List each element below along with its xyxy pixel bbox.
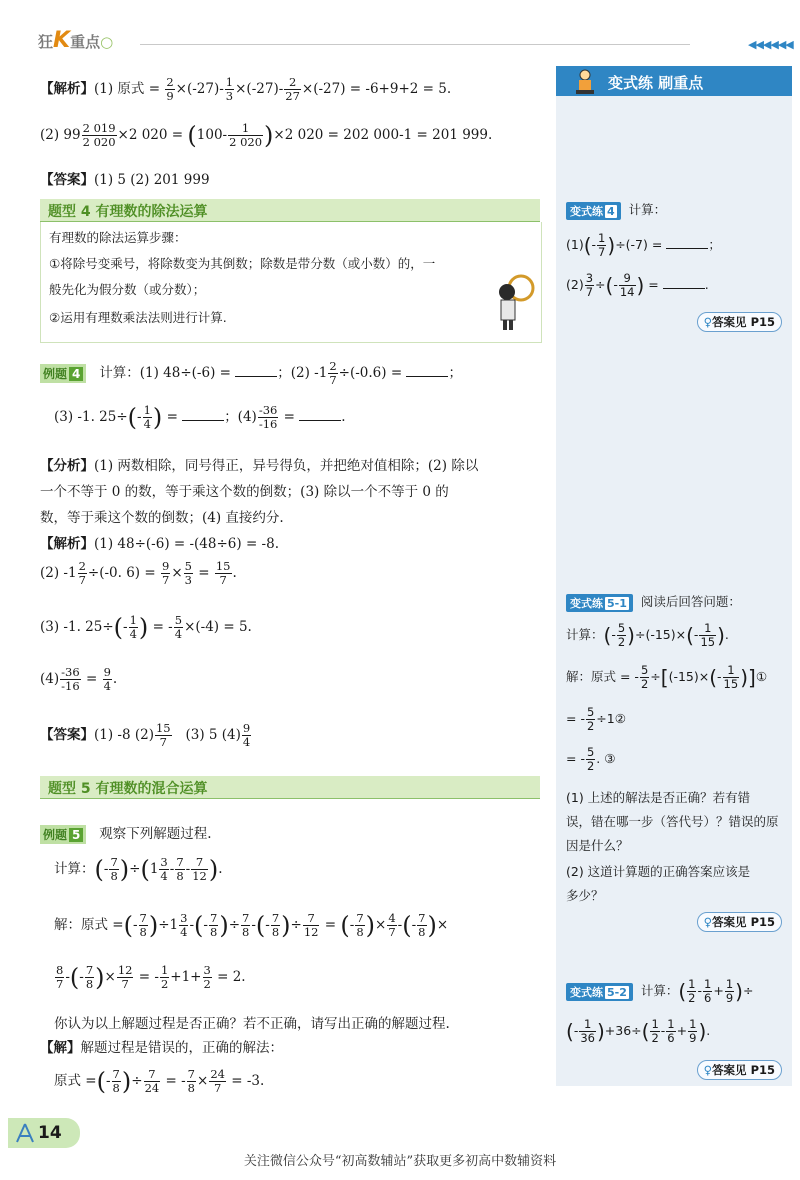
practice-5-1-part2: 多少？ [566, 888, 604, 903]
example-tag: 例题 4 [40, 364, 86, 383]
topic-4-bar: 题型 4 有理数的除法运算 [40, 199, 540, 222]
practice-5-1-part1: 因是什么？ [566, 838, 629, 853]
analysis-2-line: (2) 99 $\frac{2 019}{2 020}$ ×2 020 = (100- $\frac{1}{2 020}$ )×2 020 = 202 000-1 = 201 999. [40, 121, 493, 150]
hint-icon: ♀ [703, 1063, 713, 1077]
example-5-final: 原式 =(- $\frac{7}{8}$ )÷ $\frac{7}{24}$ = - $\frac{7}{8}$ × $\frac{24}{7}$ = -3. [54, 1067, 265, 1096]
example-4-question-1: 例题 4 计算：(1) 48÷(-6) = ；(2) -1 $\frac{2}{7}$ ÷(-0.6) = ； [40, 360, 462, 387]
answer-blank[interactable] [235, 376, 277, 377]
solution-line: 【解析】(1) 48÷(-6) = -(48÷6) = -8. [40, 536, 279, 552]
practice-5-1-part1: 误，错在哪一步（答代号）？错误的原 [566, 814, 779, 829]
analysis-line: 一个不等于 0 的数，等于乘这个数的倒数；(3) 除以一个不等于 0 的 [40, 484, 449, 500]
header-rule [140, 44, 690, 45]
page-number: 14 [8, 1118, 78, 1146]
answer-blank[interactable] [182, 420, 224, 421]
answer-reference-link[interactable]: ♀答案见 P15 [697, 1060, 782, 1080]
brand-logo: 狂K重点○ [38, 28, 114, 53]
example-4-question-2: (3) -1. 25÷(- $\frac{1}{4}$ ) = ；(4) $\frac{-36}{-16}$ = . [54, 403, 346, 432]
tip-line: ①将除号变乘号，将除数变为其倒数；除数是带分数（或小数）的，一 [49, 256, 436, 271]
footer-note: 关注微信公众号“初高数辅站”获取更多初高中数辅资料 [243, 1154, 557, 1169]
solution-line: (4) $\frac{-36}{-16}$ = $\frac{9}{4}$ . [40, 665, 118, 694]
practice-5-1-part1: (1) 上述的解法是否正确？若有错 [566, 790, 751, 805]
answer-reference-link[interactable]: ♀答案见 P15 [697, 912, 782, 932]
practice-5-2-line1: 变式练 5-2 计算：( $\frac{1}{2}$ - $\frac{1}{6}$ + $\frac{1}{9}$ )÷ [566, 978, 753, 1005]
example-5-calc: 计算：(- $\frac{7}{8}$ )÷(1 $\frac{3}{4}$ - $\frac{7}{8}$ - $\frac{7}{12}$ ). [54, 855, 223, 884]
practice-4-q2: (2) $\frac{3}{7}$ ÷(- $\frac{9}{14}$ ) = . [566, 271, 709, 300]
example-5-answer: 【解】解题过程是错误的，正确的解法： [40, 1040, 283, 1056]
practice-sidebar [556, 66, 792, 1086]
analysis-line: 【分析】(1) 两数相除，同号得正，异号得负，并把绝对值相除；(2) 除以 [40, 458, 479, 474]
practice-5-2-line2: (- $\frac{1}{36}$ )+36÷( $\frac{1}{2}$ - $\frac{1}{6}$ + $\frac{1}{9}$ ). [566, 1017, 711, 1046]
tip-line: ②运用有理数乘法法则进行计算. [49, 310, 227, 325]
practice-5-1-calc: 计算：(- $\frac{5}{2}$ )÷(-15)×(- $\frac{1}{15}$ ). [566, 621, 729, 650]
topic-5-bar: 题型 5 有理数的混合运算 [40, 776, 540, 799]
practice-5-1-title: 变式练 5-1 阅读后回答问题： [566, 592, 741, 612]
example-5-solution-line: 解：原式 =(- $\frac{7}{8}$ )÷1 $\frac{3}{4}$ -(- $\frac{7}{8}$ )÷ $\frac{7}{8}$ -(- $\frac{7}{8}$ )÷ $\frac{7}{12}$ = (- $\frac{7}{8}$ )× $\frac{4}{7}$ -(- $\frac{7}{8}$ )× [54, 911, 449, 940]
answer-blank[interactable] [666, 248, 708, 249]
compass-icon [14, 1122, 36, 1144]
practice-5-1-step2: = - $\frac{5}{2}$ ÷1② [566, 705, 626, 734]
analysis-1-line: 【解析】(1) 原式 = $\frac{2}{9}$ ×(-27)- $\frac{1}{3}$ ×(-27)- $\frac{2}{27}$ ×(-27) = -6+9+2 = 5. [40, 75, 452, 104]
detective-mascot-icon [491, 270, 539, 334]
practice-5-1-part2: (2) 这道计算题的正确答案应该是 [566, 864, 751, 879]
answer-blank[interactable] [299, 420, 341, 421]
practice-tag: 变式练 5-1 [566, 594, 633, 612]
tip-line: 有理数的除法运算步骤： [49, 230, 187, 245]
answer-reference-link[interactable]: ♀答案见 P15 [697, 312, 782, 332]
solution-line: (3) -1. 25÷(- $\frac{1}{4}$ ) = - $\frac{5}{4}$ ×(-4) = 5. [40, 613, 252, 642]
topic-4-tip-box [40, 222, 542, 343]
practice-header: 变式练 刷重点 [556, 66, 792, 96]
answer-blank[interactable] [663, 288, 705, 289]
practice-tag: 变式练 4 [566, 202, 621, 220]
example-5-intro: 例题 5 观察下列解题过程. [40, 822, 212, 844]
practice-5-1-step3: = - $\frac{5}{2}$ . ③ [566, 745, 616, 774]
analysis-line: 数，等于乘这个数的倒数；(4) 直接约分. [40, 510, 284, 526]
example-tag: 例题 5 [40, 825, 86, 844]
tip-line: 般先化为假分数（或分数）； [49, 282, 206, 297]
answer-4-line: 【答案】(1) -8 (2) $\frac{15}{7}$ (3) 5 (4) $\frac{9}{4}$ [40, 721, 251, 750]
hint-icon: ♀ [703, 315, 713, 329]
practice-4-title: 变式练 4 计算： [566, 200, 666, 220]
example-5-question: 你认为以上解题过程是否正确？若不正确，请写出正确的解题过程. [54, 1016, 450, 1032]
answer-blank[interactable] [406, 376, 448, 377]
practice-4-q1: (1)(- $\frac{1}{7}$ )÷(-7) = ； [566, 231, 721, 260]
hint-icon: ♀ [703, 915, 713, 929]
example-5-solution-line: $\frac{8}{7}$ -(- $\frac{7}{8}$ )× $\frac{12}{7}$ = - $\frac{1}{2}$ +1+ $\frac{3}{2}$ = 2. [56, 963, 246, 992]
student-mascot-icon [570, 68, 600, 96]
answer-1-line: 【答案】(1) 5 (2) 201 999 [40, 172, 210, 188]
page-header [0, 0, 800, 60]
practice-tag: 变式练 5-2 [566, 983, 633, 1001]
solution-line: (2) -1 $\frac{2}{7}$ ÷(-0. 6) = $\frac{9}{7}$ × $\frac{5}{3}$ = $\frac{15}{7}$ . [40, 559, 237, 588]
practice-5-1-step1: 解：原式 = - $\frac{5}{2}$ ÷[(-15)×(- $\frac{1}{15}$ )]① [566, 663, 768, 692]
chevron-left-icon: ◀◀◀◀◀◀ [748, 38, 793, 51]
